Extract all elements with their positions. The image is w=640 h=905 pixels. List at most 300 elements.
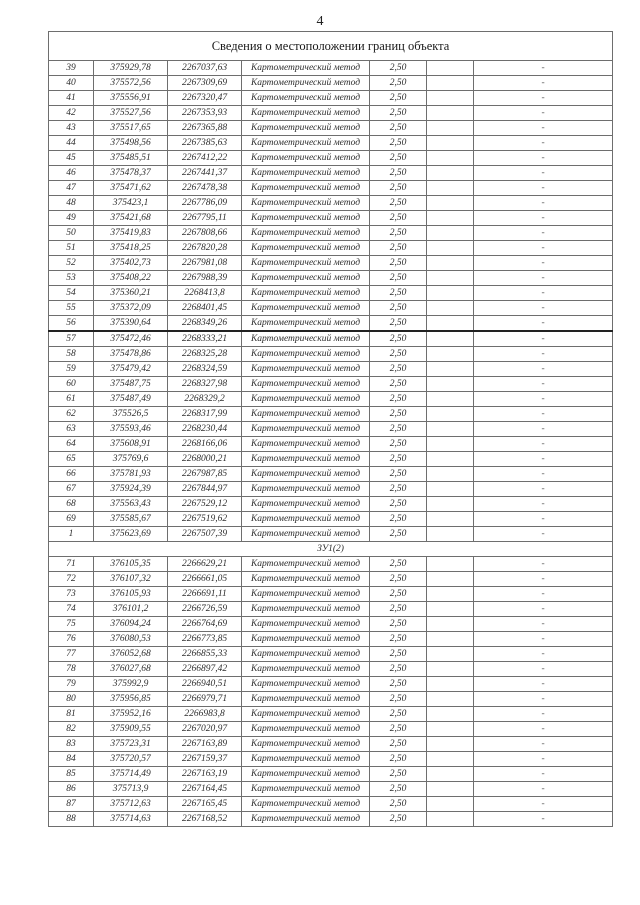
point-number-cell: 53 [49, 271, 94, 286]
accuracy-cell: 2,50 [370, 482, 427, 497]
x-coordinate-cell: 376107,32 [94, 572, 168, 587]
dash-cell: - [474, 226, 613, 241]
table-title: Сведения о местоположении границ объекта [49, 32, 613, 61]
point-number-cell: 88 [49, 812, 94, 827]
table-row [49, 226, 613, 241]
accuracy-cell: 2,50 [370, 452, 427, 467]
accuracy-cell: 2,50 [370, 512, 427, 527]
extra-cell [427, 752, 474, 767]
accuracy-cell: 2,50 [370, 617, 427, 632]
method-cell: Картометрический метод [242, 271, 370, 286]
x-coordinate-cell: 375563,43 [94, 497, 168, 512]
extra-cell [427, 61, 474, 76]
table-row [49, 286, 613, 301]
y-coordinate-cell: 2268324,59 [168, 362, 242, 377]
point-number-cell: 67 [49, 482, 94, 497]
y-coordinate-cell: 2267412,22 [168, 151, 242, 166]
y-coordinate-cell: 2266661,05 [168, 572, 242, 587]
extra-cell [427, 497, 474, 512]
x-coordinate-cell: 375556,91 [94, 91, 168, 106]
table-row [49, 241, 613, 256]
dash-cell: - [474, 316, 613, 332]
point-number-cell: 76 [49, 632, 94, 647]
table-row [49, 271, 613, 286]
point-number-cell: 72 [49, 572, 94, 587]
accuracy-cell: 2,50 [370, 136, 427, 151]
x-coordinate-cell: 375952,16 [94, 707, 168, 722]
accuracy-cell: 2,50 [370, 767, 427, 782]
point-number-cell: 47 [49, 181, 94, 196]
y-coordinate-cell: 2267820,28 [168, 241, 242, 256]
point-number-cell: 40 [49, 76, 94, 91]
dash-cell: - [474, 377, 613, 392]
extra-cell [427, 286, 474, 301]
method-cell: Картометрический метод [242, 482, 370, 497]
x-coordinate-cell: 375423,1 [94, 196, 168, 211]
method-cell: Картометрический метод [242, 226, 370, 241]
table-row [49, 76, 613, 91]
y-coordinate-cell: 2268000,21 [168, 452, 242, 467]
table-row [49, 166, 613, 181]
y-coordinate-cell: 2268349,26 [168, 316, 242, 332]
x-coordinate-cell: 375992,9 [94, 677, 168, 692]
table-row [49, 617, 613, 632]
accuracy-cell: 2,50 [370, 256, 427, 271]
extra-cell [427, 812, 474, 827]
accuracy-cell: 2,50 [370, 331, 427, 347]
point-number-cell: 49 [49, 211, 94, 226]
point-number-cell: 55 [49, 301, 94, 316]
extra-cell [427, 557, 474, 572]
y-coordinate-cell: 2268401,45 [168, 301, 242, 316]
dash-cell: - [474, 76, 613, 91]
boundary-coordinates-table [48, 31, 613, 827]
table-row [49, 106, 613, 121]
y-coordinate-cell: 2267786,09 [168, 196, 242, 211]
table-row [49, 151, 613, 166]
point-number-cell: 61 [49, 392, 94, 407]
table-title-row [49, 32, 613, 61]
point-number-cell: 1 [49, 527, 94, 542]
dash-cell: - [474, 497, 613, 512]
extra-cell [427, 677, 474, 692]
point-number-cell: 56 [49, 316, 94, 332]
method-cell: Картометрический метод [242, 392, 370, 407]
extra-cell [427, 181, 474, 196]
point-number-cell: 77 [49, 647, 94, 662]
point-number-cell: 73 [49, 587, 94, 602]
table-row [49, 647, 613, 662]
extra-cell [427, 377, 474, 392]
y-coordinate-cell: 2267037,63 [168, 61, 242, 76]
point-number-cell: 48 [49, 196, 94, 211]
point-number-cell: 50 [49, 226, 94, 241]
method-cell: Картометрический метод [242, 572, 370, 587]
table-row [49, 782, 613, 797]
method-cell: Картометрический метод [242, 512, 370, 527]
method-cell: Картометрический метод [242, 256, 370, 271]
x-coordinate-cell: 375479,42 [94, 362, 168, 377]
y-coordinate-cell: 2267159,37 [168, 752, 242, 767]
table-row [49, 256, 613, 271]
x-coordinate-cell: 375517,65 [94, 121, 168, 136]
x-coordinate-cell: 375713,9 [94, 782, 168, 797]
extra-cell [427, 91, 474, 106]
extra-cell [427, 226, 474, 241]
accuracy-cell: 2,50 [370, 392, 427, 407]
dash-cell: - [474, 722, 613, 737]
accuracy-cell: 2,50 [370, 211, 427, 226]
extra-cell [427, 767, 474, 782]
dash-cell: - [474, 271, 613, 286]
method-cell: Картометрический метод [242, 347, 370, 362]
extra-cell [427, 196, 474, 211]
accuracy-cell: 2,50 [370, 196, 427, 211]
point-number-cell: 65 [49, 452, 94, 467]
accuracy-cell: 2,50 [370, 271, 427, 286]
y-coordinate-cell: 2267478,38 [168, 181, 242, 196]
table-row [49, 737, 613, 752]
method-cell: Картометрический метод [242, 61, 370, 76]
table-row [49, 136, 613, 151]
point-number-cell: 58 [49, 347, 94, 362]
x-coordinate-cell: 375487,75 [94, 377, 168, 392]
table-row [49, 467, 613, 482]
extra-cell [427, 437, 474, 452]
point-number-cell: 51 [49, 241, 94, 256]
table-row [49, 632, 613, 647]
extra-cell [427, 301, 474, 316]
table-row [49, 61, 613, 76]
x-coordinate-cell: 375593,46 [94, 422, 168, 437]
extra-cell [427, 166, 474, 181]
x-coordinate-cell: 375769,6 [94, 452, 168, 467]
accuracy-cell: 2,50 [370, 677, 427, 692]
extra-cell [427, 587, 474, 602]
method-cell: Картометрический метод [242, 782, 370, 797]
table-row [49, 121, 613, 136]
point-number-cell: 46 [49, 166, 94, 181]
point-number-cell: 86 [49, 782, 94, 797]
extra-cell [427, 106, 474, 121]
method-cell: Картометрический метод [242, 617, 370, 632]
extra-cell [427, 331, 474, 347]
extra-cell [427, 662, 474, 677]
table-row [49, 362, 613, 377]
point-number-cell: 63 [49, 422, 94, 437]
y-coordinate-cell: 2266764,69 [168, 617, 242, 632]
point-number-cell: 87 [49, 797, 94, 812]
dash-cell: - [474, 557, 613, 572]
method-cell: Картометрический метод [242, 692, 370, 707]
x-coordinate-cell: 375572,56 [94, 76, 168, 91]
extra-cell [427, 692, 474, 707]
accuracy-cell: 2,50 [370, 662, 427, 677]
method-cell: Картометрический метод [242, 587, 370, 602]
extra-cell [427, 632, 474, 647]
y-coordinate-cell: 2268325,28 [168, 347, 242, 362]
y-coordinate-cell: 2267844,97 [168, 482, 242, 497]
table-row [49, 527, 613, 542]
table-row [49, 557, 613, 572]
method-cell: Картометрический метод [242, 136, 370, 151]
dash-cell: - [474, 347, 613, 362]
accuracy-cell: 2,50 [370, 722, 427, 737]
x-coordinate-cell: 375408,22 [94, 271, 168, 286]
x-coordinate-cell: 375471,62 [94, 181, 168, 196]
dash-cell: - [474, 752, 613, 767]
accuracy-cell: 2,50 [370, 121, 427, 136]
dash-cell: - [474, 422, 613, 437]
point-number-cell: 60 [49, 377, 94, 392]
method-cell: Картометрический метод [242, 377, 370, 392]
dash-cell: - [474, 692, 613, 707]
method-cell: Картометрический метод [242, 752, 370, 767]
dash-cell: - [474, 602, 613, 617]
table-row [49, 572, 613, 587]
x-coordinate-cell: 375418,25 [94, 241, 168, 256]
accuracy-cell: 2,50 [370, 286, 427, 301]
point-number-cell: 66 [49, 467, 94, 482]
point-number-cell: 62 [49, 407, 94, 422]
accuracy-cell: 2,50 [370, 812, 427, 827]
dash-cell: - [474, 362, 613, 377]
y-coordinate-cell: 2266979,71 [168, 692, 242, 707]
table-row [49, 377, 613, 392]
method-cell: Картометрический метод [242, 647, 370, 662]
dash-cell: - [474, 166, 613, 181]
dash-cell: - [474, 527, 613, 542]
dash-cell: - [474, 151, 613, 166]
y-coordinate-cell: 2267988,39 [168, 271, 242, 286]
method-cell: Картометрический метод [242, 76, 370, 91]
accuracy-cell: 2,50 [370, 437, 427, 452]
dash-cell: - [474, 121, 613, 136]
table-row [49, 347, 613, 362]
method-cell: Картометрический метод [242, 166, 370, 181]
section-label: ЗУ1(2) [49, 542, 613, 557]
x-coordinate-cell: 376101,2 [94, 602, 168, 617]
accuracy-cell: 2,50 [370, 301, 427, 316]
table-body [49, 32, 613, 827]
extra-cell [427, 151, 474, 166]
point-number-cell: 57 [49, 331, 94, 347]
y-coordinate-cell: 2266983,8 [168, 707, 242, 722]
accuracy-cell: 2,50 [370, 557, 427, 572]
accuracy-cell: 2,50 [370, 106, 427, 121]
method-cell: Картометрический метод [242, 557, 370, 572]
point-number-cell: 64 [49, 437, 94, 452]
point-number-cell: 69 [49, 512, 94, 527]
section-header-row [49, 542, 613, 557]
y-coordinate-cell: 2266940,51 [168, 677, 242, 692]
method-cell: Картометрический метод [242, 211, 370, 226]
method-cell: Картометрический метод [242, 91, 370, 106]
y-coordinate-cell: 2266773,85 [168, 632, 242, 647]
dash-cell: - [474, 662, 613, 677]
table-row [49, 91, 613, 106]
accuracy-cell: 2,50 [370, 151, 427, 166]
table-row [49, 211, 613, 226]
method-cell: Картометрический метод [242, 467, 370, 482]
dash-cell: - [474, 737, 613, 752]
extra-cell [427, 737, 474, 752]
extra-cell [427, 392, 474, 407]
x-coordinate-cell: 375712,63 [94, 797, 168, 812]
point-number-cell: 85 [49, 767, 94, 782]
point-number-cell: 43 [49, 121, 94, 136]
extra-cell [427, 602, 474, 617]
accuracy-cell: 2,50 [370, 166, 427, 181]
x-coordinate-cell: 375608,91 [94, 437, 168, 452]
x-coordinate-cell: 375472,46 [94, 331, 168, 347]
table-row [49, 482, 613, 497]
table-row [49, 301, 613, 316]
method-cell: Картометрический метод [242, 316, 370, 332]
method-cell: Картометрический метод [242, 677, 370, 692]
method-cell: Картометрический метод [242, 797, 370, 812]
extra-cell [427, 136, 474, 151]
table-row [49, 677, 613, 692]
dash-cell: - [474, 106, 613, 121]
table-row [49, 512, 613, 527]
extra-cell [427, 407, 474, 422]
accuracy-cell: 2,50 [370, 587, 427, 602]
point-number-cell: 44 [49, 136, 94, 151]
x-coordinate-cell: 375909,55 [94, 722, 168, 737]
method-cell: Картометрический метод [242, 812, 370, 827]
dash-cell: - [474, 196, 613, 211]
extra-cell [427, 241, 474, 256]
x-coordinate-cell: 376105,93 [94, 587, 168, 602]
point-number-cell: 81 [49, 707, 94, 722]
x-coordinate-cell: 376052,68 [94, 647, 168, 662]
x-coordinate-cell: 375720,57 [94, 752, 168, 767]
point-number-cell: 68 [49, 497, 94, 512]
x-coordinate-cell: 375419,83 [94, 226, 168, 241]
dash-cell: - [474, 707, 613, 722]
x-coordinate-cell: 375372,09 [94, 301, 168, 316]
dash-cell: - [474, 782, 613, 797]
dash-cell: - [474, 512, 613, 527]
accuracy-cell: 2,50 [370, 707, 427, 722]
method-cell: Картометрический метод [242, 707, 370, 722]
point-number-cell: 80 [49, 692, 94, 707]
method-cell: Картометрический метод [242, 497, 370, 512]
method-cell: Картометрический метод [242, 362, 370, 377]
method-cell: Картометрический метод [242, 241, 370, 256]
table-row [49, 602, 613, 617]
dash-cell: - [474, 452, 613, 467]
accuracy-cell: 2,50 [370, 572, 427, 587]
x-coordinate-cell: 375487,49 [94, 392, 168, 407]
x-coordinate-cell: 375714,49 [94, 767, 168, 782]
y-coordinate-cell: 2267163,89 [168, 737, 242, 752]
x-coordinate-cell: 375527,56 [94, 106, 168, 121]
dash-cell: - [474, 91, 613, 106]
method-cell: Картометрический метод [242, 331, 370, 347]
table-row [49, 587, 613, 602]
accuracy-cell: 2,50 [370, 737, 427, 752]
y-coordinate-cell: 2267441,37 [168, 166, 242, 181]
extra-cell [427, 121, 474, 136]
dash-cell: - [474, 301, 613, 316]
accuracy-cell: 2,50 [370, 527, 427, 542]
extra-cell [427, 271, 474, 286]
y-coordinate-cell: 2266691,11 [168, 587, 242, 602]
dash-cell: - [474, 136, 613, 151]
accuracy-cell: 2,50 [370, 407, 427, 422]
y-coordinate-cell: 2268329,2 [168, 392, 242, 407]
accuracy-cell: 2,50 [370, 497, 427, 512]
table-row [49, 452, 613, 467]
accuracy-cell: 2,50 [370, 91, 427, 106]
x-coordinate-cell: 375781,93 [94, 467, 168, 482]
x-coordinate-cell: 375390,64 [94, 316, 168, 332]
dash-cell: - [474, 437, 613, 452]
extra-cell [427, 527, 474, 542]
y-coordinate-cell: 2267507,39 [168, 527, 242, 542]
y-coordinate-cell: 2267519,62 [168, 512, 242, 527]
x-coordinate-cell: 375623,69 [94, 527, 168, 542]
x-coordinate-cell: 375485,51 [94, 151, 168, 166]
y-coordinate-cell: 2267165,45 [168, 797, 242, 812]
x-coordinate-cell: 376105,35 [94, 557, 168, 572]
extra-cell [427, 482, 474, 497]
dash-cell: - [474, 572, 613, 587]
table-row [49, 437, 613, 452]
dash-cell: - [474, 407, 613, 422]
dash-cell: - [474, 797, 613, 812]
dash-cell: - [474, 211, 613, 226]
point-number-cell: 74 [49, 602, 94, 617]
dash-cell: - [474, 392, 613, 407]
accuracy-cell: 2,50 [370, 797, 427, 812]
accuracy-cell: 2,50 [370, 76, 427, 91]
dash-cell: - [474, 767, 613, 782]
x-coordinate-cell: 375402,73 [94, 256, 168, 271]
dash-cell: - [474, 482, 613, 497]
extra-cell [427, 797, 474, 812]
point-number-cell: 59 [49, 362, 94, 377]
x-coordinate-cell: 375526,5 [94, 407, 168, 422]
method-cell: Картометрический метод [242, 121, 370, 136]
y-coordinate-cell: 2266855,33 [168, 647, 242, 662]
accuracy-cell: 2,50 [370, 752, 427, 767]
point-number-cell: 42 [49, 106, 94, 121]
y-coordinate-cell: 2268327,98 [168, 377, 242, 392]
y-coordinate-cell: 2267795,11 [168, 211, 242, 226]
x-coordinate-cell: 375924,39 [94, 482, 168, 497]
dash-cell: - [474, 632, 613, 647]
point-number-cell: 39 [49, 61, 94, 76]
y-coordinate-cell: 2267168,52 [168, 812, 242, 827]
method-cell: Картометрический метод [242, 422, 370, 437]
accuracy-cell: 2,50 [370, 602, 427, 617]
y-coordinate-cell: 2267808,66 [168, 226, 242, 241]
accuracy-cell: 2,50 [370, 377, 427, 392]
dash-cell: - [474, 587, 613, 602]
extra-cell [427, 347, 474, 362]
y-coordinate-cell: 2268333,21 [168, 331, 242, 347]
accuracy-cell: 2,50 [370, 782, 427, 797]
x-coordinate-cell: 376080,53 [94, 632, 168, 647]
accuracy-cell: 2,50 [370, 61, 427, 76]
accuracy-cell: 2,50 [370, 241, 427, 256]
method-cell: Картометрический метод [242, 301, 370, 316]
accuracy-cell: 2,50 [370, 422, 427, 437]
y-coordinate-cell: 2268413,8 [168, 286, 242, 301]
